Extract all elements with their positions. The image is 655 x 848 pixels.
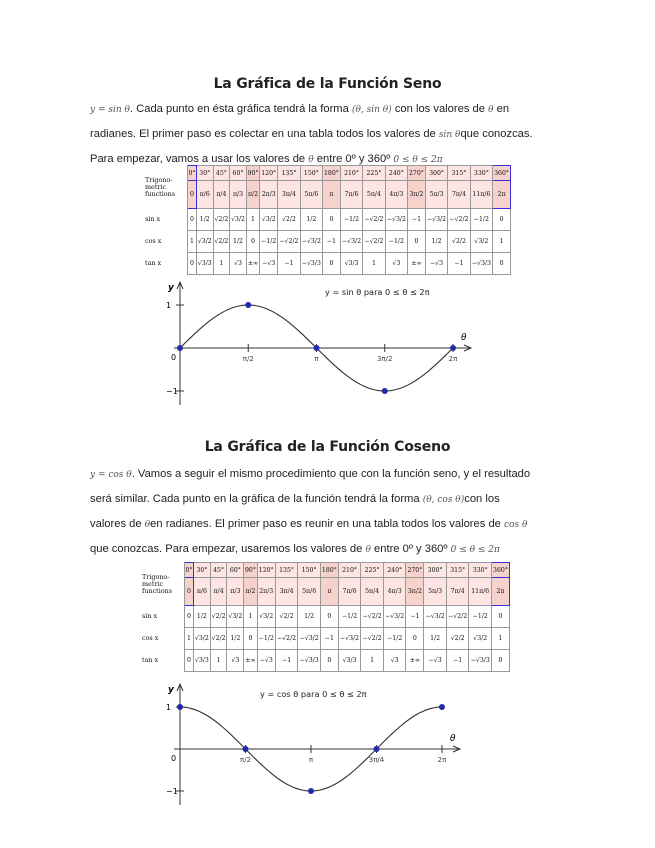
radian-cell: 3π/4 (275, 578, 298, 606)
radian-cell: 7π/4 (448, 181, 470, 209)
value-cell: −1 (275, 650, 298, 672)
radian-cell: 4π/3 (385, 181, 407, 209)
cosine-graph (165, 680, 475, 805)
degree-cell: 240° (385, 166, 407, 181)
value-cell: √2/2 (446, 628, 469, 650)
value-cell: √2/2 (448, 231, 470, 253)
data-point (439, 704, 445, 710)
table-row (140, 650, 510, 672)
row-label: cos x (140, 628, 185, 650)
value-cell: 1/2 (298, 606, 321, 628)
radian-cell: 11π/6 (470, 181, 492, 209)
radian-cell: 7π/4 (446, 578, 469, 606)
value-cell: 0 (492, 650, 510, 672)
row-label: tan x (140, 650, 185, 672)
value-cell: 1/2 (425, 231, 447, 253)
value-cell: −1 (278, 253, 300, 275)
degree-cell: 30° (194, 563, 211, 578)
value-cell: √3 (227, 650, 244, 672)
y-tick-label: −1 (166, 787, 178, 796)
value-cell: √3/2 (257, 606, 275, 628)
radian-cell: 2π/3 (257, 578, 275, 606)
value-cell: 0 (185, 650, 194, 672)
value-cell: √2/2 (275, 606, 298, 628)
value-cell: 1 (244, 606, 257, 628)
cosine-title: La Gráfica de la Función Coseno (204, 439, 451, 455)
radian-cell: π/6 (196, 181, 213, 209)
value-cell: ±∞ (408, 253, 426, 275)
radian-cell: π/3 (227, 578, 244, 606)
value-cell: 1 (246, 209, 259, 231)
value-cell: ±∞ (244, 650, 257, 672)
value-cell: √2/2 (278, 209, 300, 231)
value-cell: √2/2 (210, 606, 227, 628)
value-cell: −√3/3 (298, 650, 321, 672)
value-cell: √3/2 (227, 606, 244, 628)
value-cell: 0 (244, 628, 257, 650)
x-tick-label: 3π/4 (368, 756, 385, 764)
sine-text-4: radianes. El primer paso es colectar en una tabla todos los valores de (90, 128, 436, 140)
value-cell: −√3/2 (424, 606, 447, 628)
value-cell: 0 (246, 231, 259, 253)
cosine-formula: y = cos θ (90, 470, 132, 480)
degree-cell: 300° (425, 166, 447, 181)
graph-legend: y = sin θ para 0 ≤ θ ≤ 2π (325, 287, 430, 297)
degree-cell: 360° (493, 166, 511, 181)
x-tick-label: π (308, 756, 314, 764)
value-cell: √3/2 (260, 209, 278, 231)
degree-cell: 360° (492, 563, 510, 578)
data-point (374, 746, 380, 752)
radian-cell: 0 (188, 181, 197, 209)
value-cell: −√2/2 (275, 628, 298, 650)
value-cell: −1 (323, 231, 341, 253)
value-cell: √3/3 (196, 253, 213, 275)
sine-text-6: Para empezar, vamos a usar los valores de (90, 153, 306, 165)
value-cell: −1/2 (470, 209, 492, 231)
degree-cell: 330° (469, 563, 492, 578)
sine-paragraph (90, 97, 570, 172)
value-cell: −√3 (424, 650, 447, 672)
value-cell: √3/2 (194, 628, 211, 650)
radian-cell: 3π/4 (278, 181, 300, 209)
trig-values-table (143, 165, 511, 275)
data-point (314, 345, 320, 351)
x-tick-label: π (314, 355, 319, 363)
degree-cell: 60° (230, 166, 247, 181)
data-point (177, 704, 183, 710)
degree-cell: 45° (210, 563, 227, 578)
value-cell: 0 (188, 253, 197, 275)
degree-cell: 120° (260, 166, 278, 181)
data-point (245, 302, 251, 308)
radian-cell: π/2 (244, 578, 257, 606)
value-cell: 1 (361, 650, 384, 672)
radian-cell: 11π/6 (469, 578, 492, 606)
degree-cell: 240° (383, 563, 406, 578)
value-cell: 1/2 (300, 209, 322, 231)
value-cell: −1/2 (385, 231, 407, 253)
cosine-text-7: entre 0º y 360º (374, 543, 448, 555)
table-row (143, 253, 511, 275)
x-axis-label: θ (450, 734, 456, 744)
value-cell: −√3/3 (300, 253, 322, 275)
value-cell: √3/2 (469, 628, 492, 650)
value-cell: √2/2 (213, 231, 230, 253)
value-cell: √3/2 (196, 231, 213, 253)
table-row (140, 628, 510, 650)
degree-cell: 135° (275, 563, 298, 578)
degree-cell: 210° (340, 166, 362, 181)
row-label: tan x (143, 253, 188, 275)
value-cell: 1 (493, 231, 511, 253)
degree-cell: 135° (278, 166, 300, 181)
degree-cell: 90° (246, 166, 259, 181)
cosine-text-5: en radianes. El primer paso es reunir en una tabla todos los valores de (150, 518, 501, 530)
degree-cell: 300° (424, 563, 447, 578)
value-cell: 1 (363, 253, 385, 275)
value-cell: √3/2 (230, 209, 247, 231)
sine-text-1: . Cada punto en ésta gráfica tendrá la forma (129, 103, 349, 115)
value-cell: 1 (188, 231, 197, 253)
cosine-text-4: valores de (90, 518, 142, 530)
radian-cell: 7π/6 (340, 181, 362, 209)
value-cell: √3/3 (194, 650, 211, 672)
trig-values-table-2 (140, 562, 510, 672)
cosine-text-1: . Vamos a seguir el mismo procedimiento que con la función seno, y el resultado (131, 468, 531, 480)
sine-formula: y = sin θ (90, 105, 130, 115)
x-tick-label: 2π (437, 756, 447, 764)
radian-cell: π/4 (210, 578, 227, 606)
radian-cell: 5π/6 (298, 578, 321, 606)
value-cell: 1/2 (196, 209, 213, 231)
value-cell: −√2/2 (446, 606, 469, 628)
value-cell: 1 (213, 253, 230, 275)
value-cell: √3 (383, 650, 406, 672)
value-cell: −√3 (425, 253, 447, 275)
degree-cell: 45° (213, 166, 230, 181)
row-label: sin x (143, 209, 188, 231)
x-tick-label: π/2 (239, 756, 252, 764)
degree-cell: 225° (363, 166, 385, 181)
radian-cell: 5π/3 (425, 181, 447, 209)
radian-cell: π (323, 181, 341, 209)
theta-symbol: θ (144, 520, 151, 530)
value-cell: −√2/2 (448, 209, 470, 231)
value-cell: 0 (320, 606, 338, 628)
table-row (143, 231, 511, 253)
radian-cell: 4π/3 (383, 578, 406, 606)
radian-cell: 2π (492, 578, 510, 606)
origin-label: 0 (171, 754, 177, 763)
value-cell: 0 (408, 231, 426, 253)
value-cell: 0 (185, 606, 194, 628)
sine-point-form: (θ, sin θ) (351, 105, 392, 115)
table-row (143, 209, 511, 231)
value-cell: √2/2 (210, 628, 227, 650)
radian-cell: 5π/4 (361, 578, 384, 606)
degree-cell: 180° (320, 563, 338, 578)
degree-cell: 315° (446, 563, 469, 578)
value-cell: −√3/2 (300, 231, 322, 253)
x-axis-label: θ (461, 333, 467, 343)
data-point (382, 388, 388, 394)
value-cell: −1/2 (383, 628, 406, 650)
origin-label: 0 (171, 353, 177, 362)
value-cell: 0 (492, 606, 510, 628)
value-cell: ±∞ (246, 253, 259, 275)
value-cell: −1 (320, 628, 338, 650)
value-cell: ±∞ (406, 650, 424, 672)
radian-cell: 0 (185, 578, 194, 606)
value-cell: −√3 (260, 253, 278, 275)
row-label: sin x (140, 606, 185, 628)
value-cell: −√3/2 (340, 231, 362, 253)
value-cell: −√2/2 (363, 231, 385, 253)
theta-symbol: θ (488, 105, 494, 115)
theta-symbol: θ (365, 545, 371, 555)
value-cell: −1 (448, 253, 470, 275)
value-cell: −1/2 (260, 231, 278, 253)
radian-cell: 5π/3 (424, 578, 447, 606)
y-tick-label: −1 (166, 387, 178, 396)
row-label: cos x (143, 231, 188, 253)
sine-title: La Gráfica de la Función Seno (213, 76, 442, 92)
sine-text-7: entre 0º y 360º (316, 153, 391, 165)
x-tick-label: 2π (448, 355, 458, 363)
degree-cell: 315° (448, 166, 470, 181)
cosine-text-3: con los (464, 493, 500, 505)
radian-cell: 5π/6 (300, 181, 322, 209)
value-cell: 0 (320, 650, 338, 672)
radian-cell: 5π/4 (363, 181, 385, 209)
value-cell: 0 (323, 253, 341, 275)
value-cell: √3/3 (340, 253, 362, 275)
degree-cell: 90° (244, 563, 257, 578)
degree-cell: 180° (323, 166, 341, 181)
y-axis-label: y (168, 283, 174, 293)
value-cell: 0 (188, 209, 197, 231)
sin-theta: sin θ (438, 130, 461, 140)
sine-text-5: que conozcas. (460, 128, 533, 140)
sine-text-3: en (496, 103, 510, 115)
degree-cell: 270° (408, 166, 426, 181)
value-cell: 1/2 (424, 628, 447, 650)
value-cell: 1/2 (194, 606, 211, 628)
value-cell: 1 (185, 628, 194, 650)
value-cell: −√2/2 (278, 231, 300, 253)
value-cell: √2/2 (213, 209, 230, 231)
value-cell: 0 (493, 253, 511, 275)
x-tick-label: π/2 (242, 355, 254, 363)
degree-cell: 0° (185, 563, 194, 578)
value-cell: −√3/2 (425, 209, 447, 231)
value-cell: −√3/2 (298, 628, 321, 650)
degree-cell: 0° (188, 166, 197, 181)
data-point (308, 788, 314, 794)
value-cell: −√3/2 (385, 209, 407, 231)
value-cell: 0 (493, 209, 511, 231)
cosine-range: 0 ≤ θ ≤ 2π (450, 545, 500, 555)
radian-cell: π/6 (194, 578, 211, 606)
value-cell: −√2/2 (363, 209, 385, 231)
degree-cell: 210° (338, 563, 361, 578)
value-cell: −√3/2 (383, 606, 406, 628)
value-cell: √3/3 (338, 650, 361, 672)
y-tick-label: 1 (166, 703, 172, 712)
degree-cell: 60° (227, 563, 244, 578)
degree-cell: 30° (196, 166, 213, 181)
value-cell: −√2/2 (361, 628, 384, 650)
cosine-text-6: que conozcas. Para empezar, usaremos los valores de (90, 543, 363, 555)
value-cell: −1 (406, 606, 424, 628)
value-cell: −1/2 (340, 209, 362, 231)
data-point (243, 746, 249, 752)
radian-cell: 2π (493, 181, 511, 209)
data-point (177, 345, 183, 351)
radian-cell: π/2 (246, 181, 259, 209)
radian-cell: π/3 (230, 181, 247, 209)
sine-graph (165, 275, 475, 405)
cosine-text-2: será similar. Cada punto en la gráfica de la función tendrá la forma (90, 493, 420, 505)
sine-range: 0 ≤ θ ≤ 2π (393, 155, 443, 165)
cos-theta: cos θ (504, 520, 528, 530)
radian-cell: π (320, 578, 338, 606)
value-cell: 1/2 (230, 231, 247, 253)
radian-cell: 3π/2 (408, 181, 426, 209)
value-cell: −√3/3 (470, 253, 492, 275)
radian-cell: 7π/6 (338, 578, 361, 606)
y-tick-label: 1 (166, 301, 172, 310)
table-label: Trigono-metric functions (140, 563, 185, 606)
value-cell: √3/2 (470, 231, 492, 253)
value-cell: −√3/3 (469, 650, 492, 672)
table-row (140, 606, 510, 628)
data-point (450, 345, 456, 351)
theta-symbol: θ (308, 155, 314, 165)
x-tick-label: 3π/2 (377, 355, 393, 363)
cosine-paragraph (90, 462, 570, 562)
value-cell: −√2/2 (361, 606, 384, 628)
value-cell: −1 (446, 650, 469, 672)
degree-cell: 150° (298, 563, 321, 578)
value-cell: −√3/2 (338, 628, 361, 650)
cosine-point-form: (θ, cos θ) (422, 495, 465, 505)
value-cell: 1 (492, 628, 510, 650)
graph-legend: y = cos θ para 0 ≤ θ ≤ 2π (260, 689, 367, 699)
table-label: Trigono-metric functions (143, 166, 188, 209)
value-cell: 0 (323, 209, 341, 231)
value-cell: −1 (408, 209, 426, 231)
value-cell: −1/2 (338, 606, 361, 628)
radian-cell: 2π/3 (260, 181, 278, 209)
value-cell: −√3 (257, 650, 275, 672)
degree-cell: 330° (470, 166, 492, 181)
sine-text-2: con los valores de (394, 103, 485, 115)
value-cell: 1 (210, 650, 227, 672)
degree-cell: 120° (257, 563, 275, 578)
degree-cell: 150° (300, 166, 322, 181)
value-cell: √3 (230, 253, 247, 275)
degree-cell: 225° (361, 563, 384, 578)
y-axis-label: y (168, 685, 174, 695)
value-cell: √3 (385, 253, 407, 275)
radian-cell: π/4 (213, 181, 230, 209)
degree-cell: 270° (406, 563, 424, 578)
value-cell: −1/2 (257, 628, 275, 650)
value-cell: −1/2 (469, 606, 492, 628)
radian-cell: 3π/2 (406, 578, 424, 606)
value-cell: 0 (406, 628, 424, 650)
value-cell: 1/2 (227, 628, 244, 650)
